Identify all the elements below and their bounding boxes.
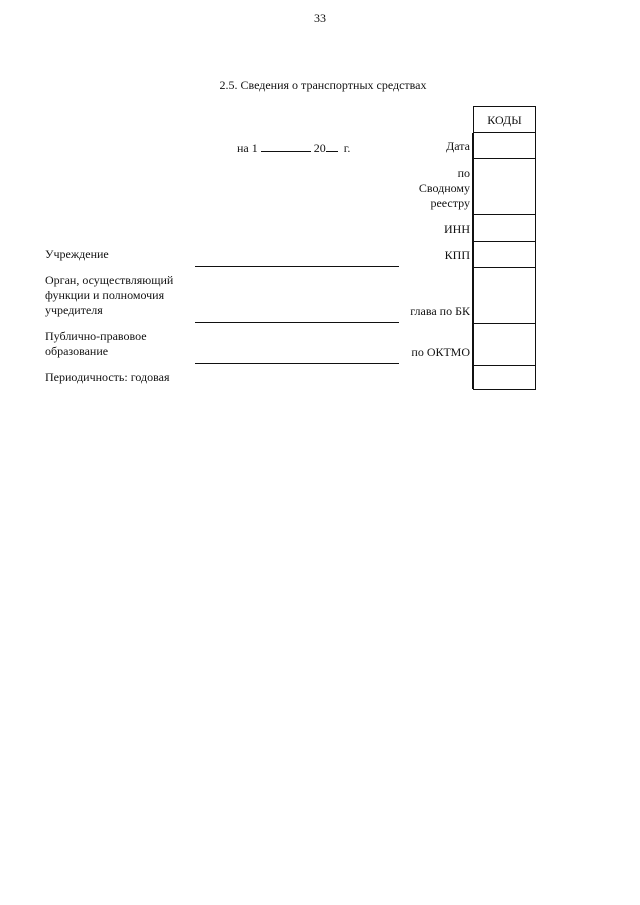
codes-row-divider-date — [474, 158, 535, 159]
register-code-label-line1: по — [457, 166, 470, 180]
date-year-prefix: 20 — [313, 141, 326, 155]
founder-label-line2: функции и полномочия — [45, 288, 165, 302]
codes-left-rule — [472, 133, 473, 389]
oktmo-code-label: по ОКТМО — [411, 345, 470, 359]
codes-header: КОДЫ — [487, 113, 522, 127]
institution-label: Учреждение — [45, 247, 109, 261]
inn-code-label: ИНН — [444, 222, 470, 236]
codes-header-divider — [474, 132, 535, 133]
page-number: 33 — [314, 11, 326, 25]
codes-row-divider-register — [474, 214, 535, 215]
founder-label-line3: учредителя — [45, 303, 103, 317]
date-prefix: на 1 — [237, 141, 258, 155]
bk-chapter-code-label: глава по БК — [410, 304, 470, 318]
date-month-blank[interactable] — [261, 140, 311, 152]
date-code-label: Дата — [446, 139, 470, 153]
codes-row-divider-founder — [474, 323, 535, 324]
register-code-label-line3: реестру — [430, 196, 470, 210]
founder-label-line1: Орган, осуществляющий — [45, 273, 174, 287]
founder-field-line[interactable] — [195, 322, 399, 323]
section-title: 2.5. Сведения о транспортных средствах — [219, 78, 427, 92]
codes-row-divider-inn — [474, 241, 535, 242]
date-year-blank[interactable] — [326, 140, 338, 152]
codes-row-divider-kpp — [474, 267, 535, 268]
date-suffix: г. — [343, 141, 351, 155]
public-entity-label-line1: Публично-правовое — [45, 329, 147, 343]
kpp-code-label: КПП — [444, 248, 470, 262]
periodicity-label: Периодичность: годовая — [45, 370, 170, 384]
institution-field-line[interactable] — [195, 266, 399, 267]
public-entity-field-line[interactable] — [195, 363, 399, 364]
codes-row-divider-oktmo — [474, 365, 535, 366]
public-entity-label-line2: образование — [45, 344, 109, 358]
register-code-label-line2: Сводному — [418, 181, 470, 195]
report-date-line — [237, 140, 350, 155]
codes-table — [473, 106, 536, 390]
